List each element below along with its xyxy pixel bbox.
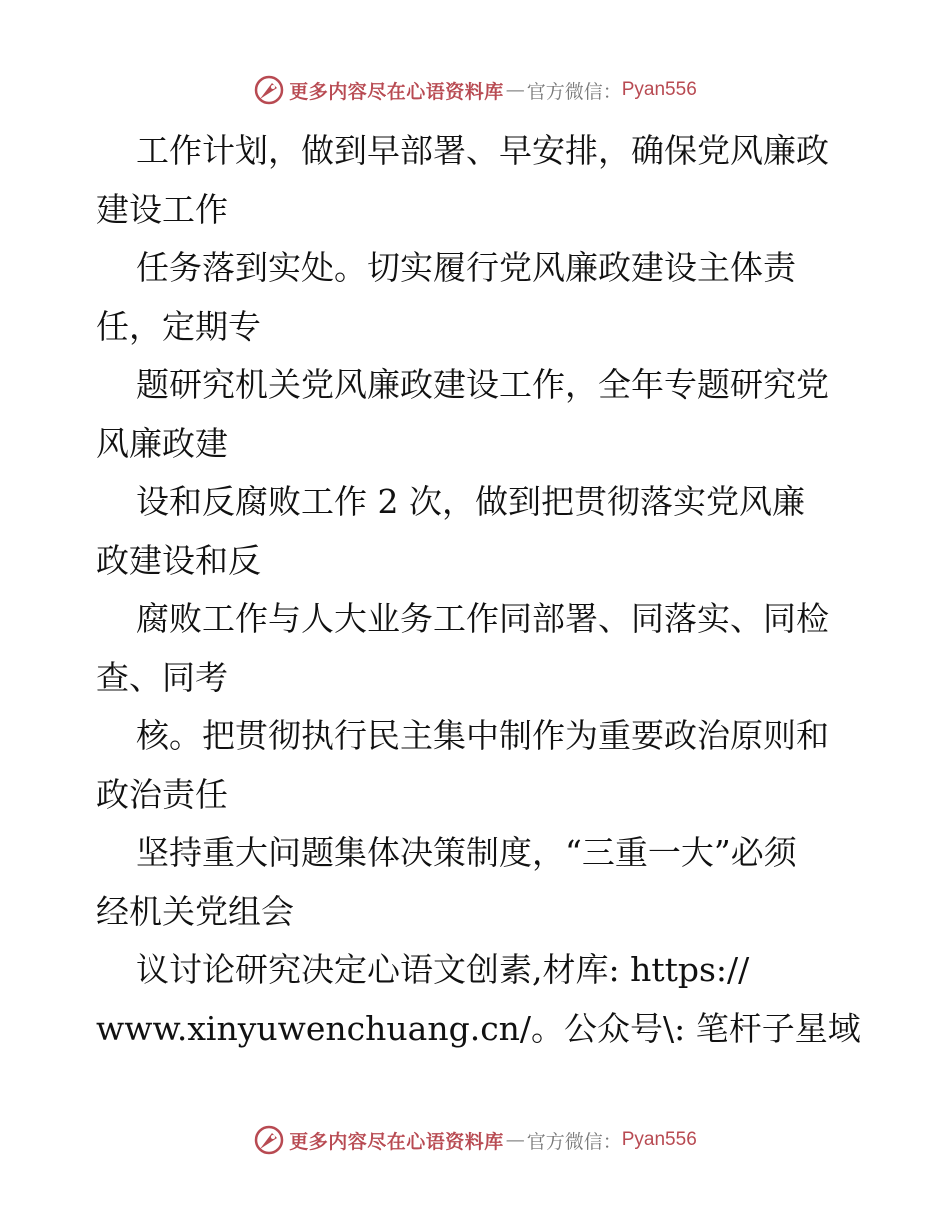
body-line: 题研究机关党风廉政建设工作，全年专题研究党 bbox=[136, 365, 829, 404]
body-line: 经机关党组会 bbox=[96, 891, 294, 931]
body-line: 坚持重大问题集体决策制度，“三重一大”必须 bbox=[136, 833, 797, 872]
body-line: 设和反腐败工作 2 次，做到把贯彻落实党风廉 bbox=[136, 482, 805, 521]
header-wechat-label: 官方微信： bbox=[526, 80, 622, 103]
body-line: 任务落到实处。切实履行党风廉政建设主体责 bbox=[136, 248, 796, 287]
footer-wechat-label: 官方微信： bbox=[526, 1130, 622, 1153]
footer-banner bbox=[0, 1122, 950, 1158]
pen-nib-logo-icon bbox=[253, 74, 285, 106]
footer-brand: 更多内容尽在心语资料库 bbox=[289, 1130, 504, 1153]
footer-separator: — bbox=[505, 1129, 525, 1151]
footer-wechat-id: Pyan556 bbox=[621, 1129, 697, 1150]
header-banner bbox=[0, 72, 950, 108]
body-line: 核。把贯彻执行民主集中制作为重要政治原则和 bbox=[136, 716, 829, 755]
body-line: 政建设和反 bbox=[96, 540, 261, 580]
body-line: 议讨论研究决定心语文创素,材库: https:// bbox=[136, 950, 750, 989]
header-brand: 更多内容尽在心语资料库 bbox=[289, 80, 504, 103]
body-line: 查、同考 bbox=[96, 657, 228, 697]
body-line: 政治责任 bbox=[96, 774, 228, 814]
body-line: 任，定期专 bbox=[96, 306, 261, 346]
body-line: 建设工作 bbox=[96, 189, 228, 229]
body-line: 工作计划，做到早部署、早安排，确保党风廉政 bbox=[136, 131, 829, 170]
header-wechat-id: Pyan556 bbox=[621, 79, 697, 100]
body-line: 风廉政建 bbox=[96, 423, 228, 463]
body-line: www.xinyuwenchuang.cn/。公众号\: 笔杆子星域 bbox=[96, 1008, 861, 1048]
pen-nib-logo-icon bbox=[253, 1124, 285, 1156]
body-line: 腐败工作与人大业务工作同部署、同落实、同检 bbox=[136, 599, 829, 638]
document-body bbox=[96, 122, 866, 1058]
header-separator: — bbox=[505, 79, 525, 101]
